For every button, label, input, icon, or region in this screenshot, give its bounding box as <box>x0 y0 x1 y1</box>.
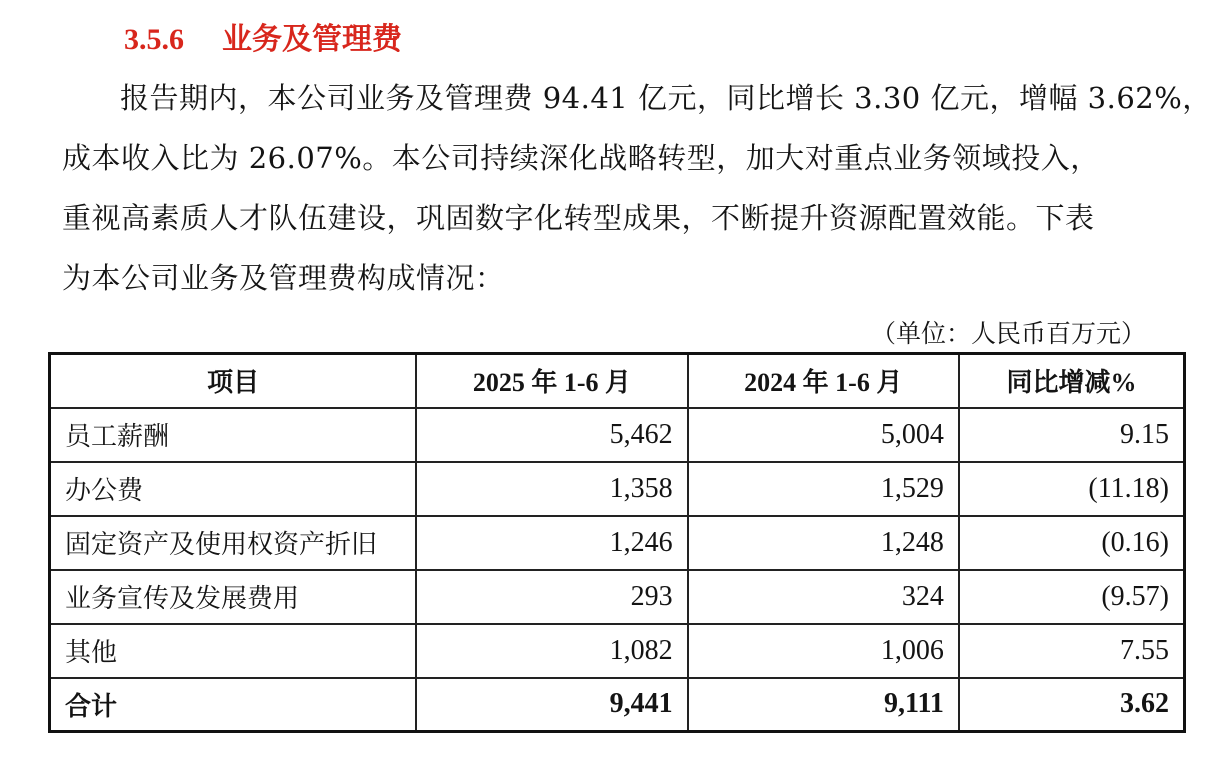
total-item: 合计 <box>50 678 417 732</box>
row-change: 9.15 <box>959 408 1185 462</box>
row-2025: 1,246 <box>416 516 687 570</box>
row-2024: 5,004 <box>688 408 959 462</box>
paragraph-line: 报告期内，本公司业务及管理费 94.41 亿元，同比增长 3.30 亿元，增幅 3.62%， <box>120 81 1212 115</box>
header-2025: 2025 年 1-6 月 <box>416 354 687 408</box>
table-row <box>50 516 1185 570</box>
row-2025: 1,082 <box>416 624 687 678</box>
body-paragraph <box>62 68 1212 308</box>
row-2024: 1,529 <box>688 462 959 516</box>
total-change: 3.62 <box>959 678 1185 732</box>
table-row <box>50 462 1185 516</box>
row-change: (11.18) <box>959 462 1185 516</box>
paragraph-line: 成本收入比为 26.07%。本公司持续深化战略转型，加大对重点业务领域投入， <box>62 141 1100 175</box>
header-2024: 2024 年 1-6 月 <box>688 354 959 408</box>
row-change: (0.16) <box>959 516 1185 570</box>
total-2024: 9,111 <box>688 678 959 732</box>
paragraph-line: 为本公司业务及管理费构成情况： <box>62 261 505 295</box>
row-change: 7.55 <box>959 624 1185 678</box>
table-header-row <box>50 354 1185 408</box>
table-row <box>50 570 1185 624</box>
row-item: 办公费 <box>50 462 417 516</box>
row-2024: 1,006 <box>688 624 959 678</box>
row-change: (9.57) <box>959 570 1185 624</box>
section-title: 业务及管理费 <box>222 22 402 57</box>
row-2025: 1,358 <box>416 462 687 516</box>
header-change: 同比增减% <box>959 354 1185 408</box>
row-2024: 324 <box>688 570 959 624</box>
row-2024: 1,248 <box>688 516 959 570</box>
table-row <box>50 624 1185 678</box>
row-item: 固定资产及使用权资产折旧 <box>50 516 417 570</box>
expense-table <box>48 352 1186 733</box>
row-item: 员工薪酬 <box>50 408 417 462</box>
section-number: 3.5.6 <box>124 23 184 56</box>
paragraph-line: 重视高素质人才队伍建设，巩固数字化转型成果，不断提升资源配置效能。下表 <box>62 201 1095 235</box>
unit-note: （单位：人民币百万元） <box>870 319 1146 348</box>
table-total-row <box>50 678 1185 732</box>
header-item: 项目 <box>50 354 417 408</box>
table-row <box>50 408 1185 462</box>
section-heading <box>124 14 402 58</box>
row-2025: 293 <box>416 570 687 624</box>
row-item: 其他 <box>50 624 417 678</box>
row-2025: 5,462 <box>416 408 687 462</box>
total-2025: 9,441 <box>416 678 687 732</box>
row-item: 业务宣传及发展费用 <box>50 570 417 624</box>
